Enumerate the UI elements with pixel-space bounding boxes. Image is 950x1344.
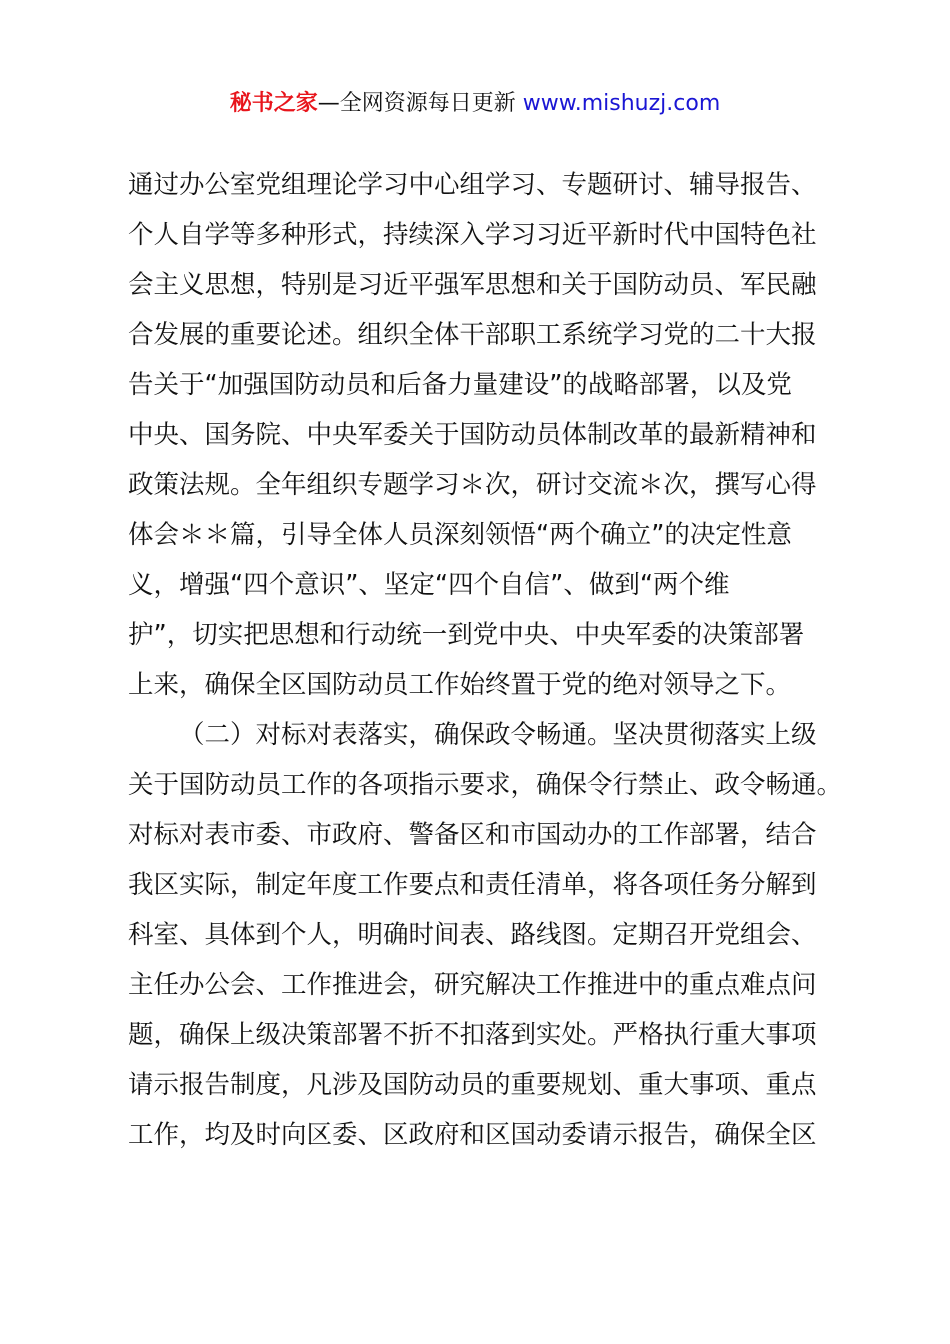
body-line: 对标对表市委、市政府、警备区和市国动办的工作部署，结合: [128, 820, 817, 850]
body-line: 会主义思想，特别是习近平强军思想和关于国防动员、军民融: [128, 270, 817, 300]
body-line: 我区实际，制定年度工作要点和责任清单，将各项任务分解到: [128, 870, 817, 900]
section-heading-line: （二）对标对表落实，确保政令畅通。坚决贯彻落实上级: [179, 720, 817, 750]
document-body: [128, 160, 843, 1160]
body-line: 护”，切实把思想和行动统一到党中央、中央军委的决策部署: [128, 620, 805, 650]
body-line: 科室、具体到个人，明确时间表、路线图。定期召开党组会、: [128, 920, 817, 950]
body-line: 政策法规。全年组织专题学习＊次，研讨交流＊次，撰写心得: [128, 470, 817, 500]
body-line: 题，确保上级决策部署不折不扣落到实处。严格执行重大事项: [128, 1020, 817, 1050]
body-line: 中央、国务院、中央军委关于国防动员体制改革的最新精神和: [128, 420, 817, 450]
body-line: 体会＊＊篇，引导全体人员深刻领悟“两个确立”的决定性意: [128, 520, 792, 550]
body-line: 个人自学等多种形式，持续深入学习习近平新时代中国特色社: [128, 220, 817, 250]
body-line: 告关于“加强国防动员和后备力量建设”的战略部署，以及党: [128, 370, 792, 400]
body-line: 请示报告制度，凡涉及国防动员的重要规划、重大事项、重点: [128, 1070, 817, 1100]
body-line: 合发展的重要论述。组织全体干部职工系统学习党的二十大报: [128, 320, 817, 350]
body-line: 上来，确保全区国防动员工作始终置于党的绝对领导之下。: [128, 670, 792, 700]
body-line: 主任办公会、工作推进会，研究解决工作推进中的重点难点问: [128, 970, 817, 1000]
page-header: [0, 86, 950, 122]
header-brand: 秘书之家: [229, 91, 318, 116]
header-url-link[interactable]: www.mishuzj.com: [522, 91, 721, 116]
header-tagline: —全网资源每日更新: [317, 91, 523, 116]
body-line: 工作，均及时向区委、区政府和区国动委请示报告，确保全区: [128, 1120, 817, 1150]
body-line: 关于国防动员工作的各项指示要求，确保令行禁止、政令畅通。: [128, 770, 843, 800]
body-line: 通过办公室党组理论学习中心组学习、专题研讨、辅导报告、: [128, 170, 817, 200]
body-line: 义，增强“四个意识”、坚定“四个自信”、做到“两个维: [128, 570, 730, 600]
